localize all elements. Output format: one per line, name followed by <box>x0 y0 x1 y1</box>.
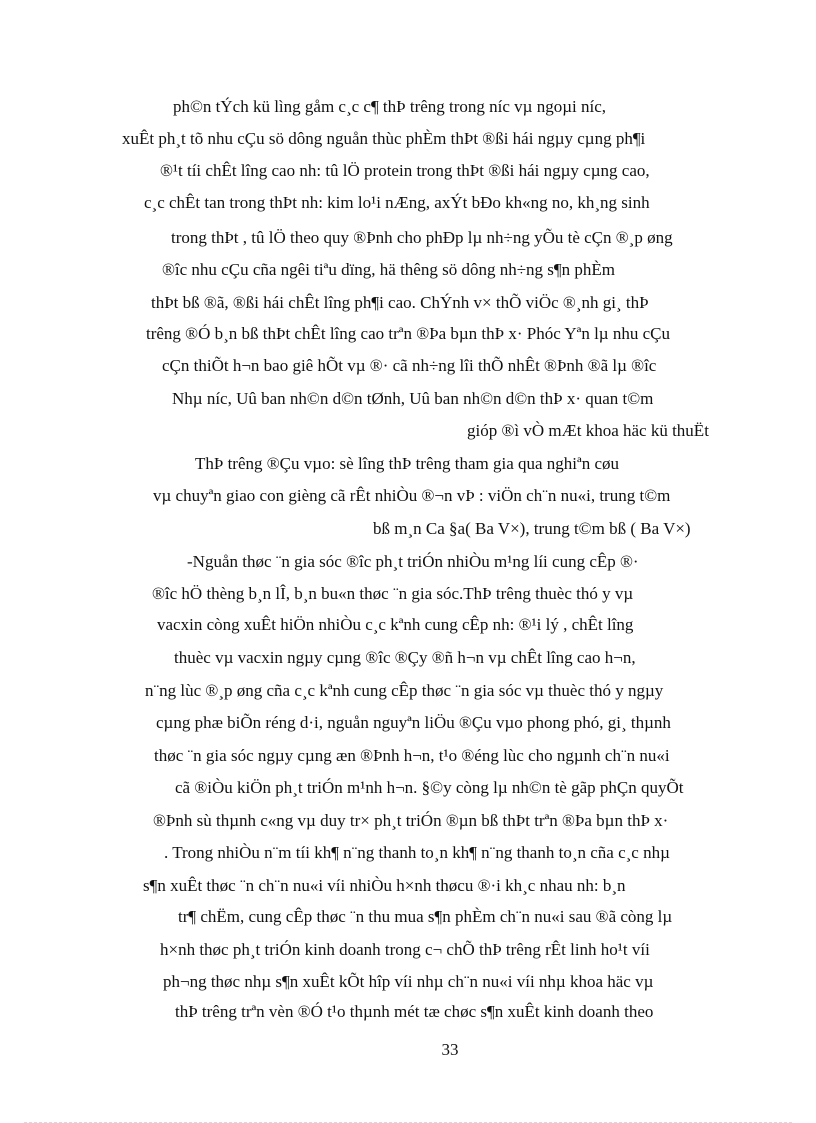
text-line: vµ chuyªn giao con gièng cã rÊt nhiÒu ®¬n vÞ : viÖn ch¨n nu«i, trung t©m <box>153 486 671 505</box>
text-line: vacxin còng xuÊt hiÖn nhiÒu c¸c kªnh cung cÊp nh: ®¹i lý , chÊt lîng <box>157 615 634 634</box>
text-line: thÞt bß ®ã, ®ßi hái chÊt lîng ph¶i cao. ChÝnh v× thÕ viÖc ®¸nh gi¸ thÞ <box>151 293 649 312</box>
text-line: Nhµ níc, Uû ban nh©n d©n tØnh, Uû ban nh©n d©n thÞ x· quan t©m <box>172 389 654 408</box>
text-line: thøc ¨n gia sóc ngµy cµng æn ®Þnh h¬n, t¹o ®éng lùc cho ngµnh ch¨n nu«i <box>154 746 670 765</box>
text-line: xuÊt ph¸t tõ nhu cÇu sö dông nguån thùc phÈm thÞt ®ßi hái ngµy cµng ph¶i <box>122 129 646 148</box>
text-line: ThÞ trêng ®Çu vµo: sè lîng thÞ trêng tham gia qua nghiªn cøu <box>195 454 620 473</box>
text-line: trêng ®Ó b¸n bß thÞt chÊt lîng cao trªn ®Þa bµn thÞ x· Phóc Yªn lµ nhu cÇu <box>146 324 670 343</box>
text-line: bß m¸n Ca §a( Ba V×), trung t©m bß ( Ba V×) <box>373 519 691 538</box>
text-line: thuèc vµ vacxin ngµy cµng ®îc ®Çy ®ñ h¬n vµ chÊt lîng cao h¬n, <box>174 648 636 667</box>
text-line: c¸c chÊt tan trong thÞt nh: kim lo¹i nÆng, axÝt bÐo kh«ng no, kh¸ng sinh <box>144 193 650 212</box>
text-line: thÞ trêng trªn vèn ®Ó t¹o thµnh mét tæ chøc s¶n xuÊt kinh doanh theo <box>175 1002 654 1021</box>
text-line: -Nguån thøc ¨n gia sóc ®îc ph¸t triÓn nhiÒu m¹ng líi cung cÊp ®· <box>187 552 639 571</box>
text-line: ph¬ng thøc nhµ s¶n xuÊt kÕt hîp víi nhµ ch¨n nu«i víi nhµ khoa häc vµ <box>163 972 654 991</box>
text-line: n¨ng lùc ®¸p øng cña c¸c kªnh cung cÊp thøc ¨n gia sóc vµ thuèc thó y ngµy <box>145 681 664 700</box>
page-number: 33 <box>441 1040 459 1059</box>
text-line: trong thÞt , tû lÖ theo quy ®Þnh cho phÐp lµ nh÷ng yÕu tè cÇn ®¸p øng <box>171 228 673 247</box>
text-line: ph©n tÝch kü lìng gåm c¸c c¶ thÞ trêng trong níc vµ ngoµi níc, <box>173 97 607 116</box>
text-line: . Trong nhiÒu n¨m tíi kh¶ n¨ng thanh to¸n kh¶ n¨ng thanh to¸n cña c¸c nhµ <box>164 843 670 862</box>
text-line: tr¶ chËm, cung cÊp thøc ¨n thu mua s¶n phÈm ch¨n nu«i sau ®ã còng lµ <box>178 907 673 926</box>
text-line: cµng phæ biÕn réng d·i, nguån nguyªn liÖu ®Çu vµo phong phó, gi¸ thµnh <box>156 713 671 732</box>
text-line: ®¹t tíi chÊt lîng cao nh: tû lÖ protein trong thÞt ®ßi hái ngµy cµng cao, <box>160 161 650 180</box>
text-line: cã ®iÒu kiÖn ph¸t triÓn m¹nh h¬n. §©y còng lµ nh©n tè gãp phÇn quyÕt <box>175 778 684 797</box>
text-line: s¶n xuÊt thøc ¨n ch¨n nu«i víi nhiÒu h×nh thøcu ®·i kh¸c nhau nh: b¸n <box>143 876 626 895</box>
text-line: cÇn thiÕt h¬n bao giê hÕt vµ ®· cã nh÷ng lîi thÕ nhÊt ®Þnh ®ã lµ ®îc <box>162 356 657 375</box>
text-line: ®îc nhu cÇu cña ngêi tiªu dïng, hä thêng sö dông nh÷ng s¶n phÈm <box>162 260 615 279</box>
text-line: gióp ®ì vÒ mÆt khoa häc kü thuËt <box>467 421 709 440</box>
text-line: h×nh thøc ph¸t triÓn kinh doanh trong c¬ chÕ thÞ trêng rÊt linh ho¹t víi <box>160 940 650 959</box>
text-line: ®Þnh sù thµnh c«ng vµ duy tr× ph¸t triÓn ®µn bß thÞt trªn ®Þa bµn thÞ x· <box>153 811 669 830</box>
text-line: ®îc hÖ thèng b¸n lÎ, b¸n bu«n thøc ¨n gia sóc.ThÞ trêng thuèc thó y vµ <box>152 584 634 603</box>
